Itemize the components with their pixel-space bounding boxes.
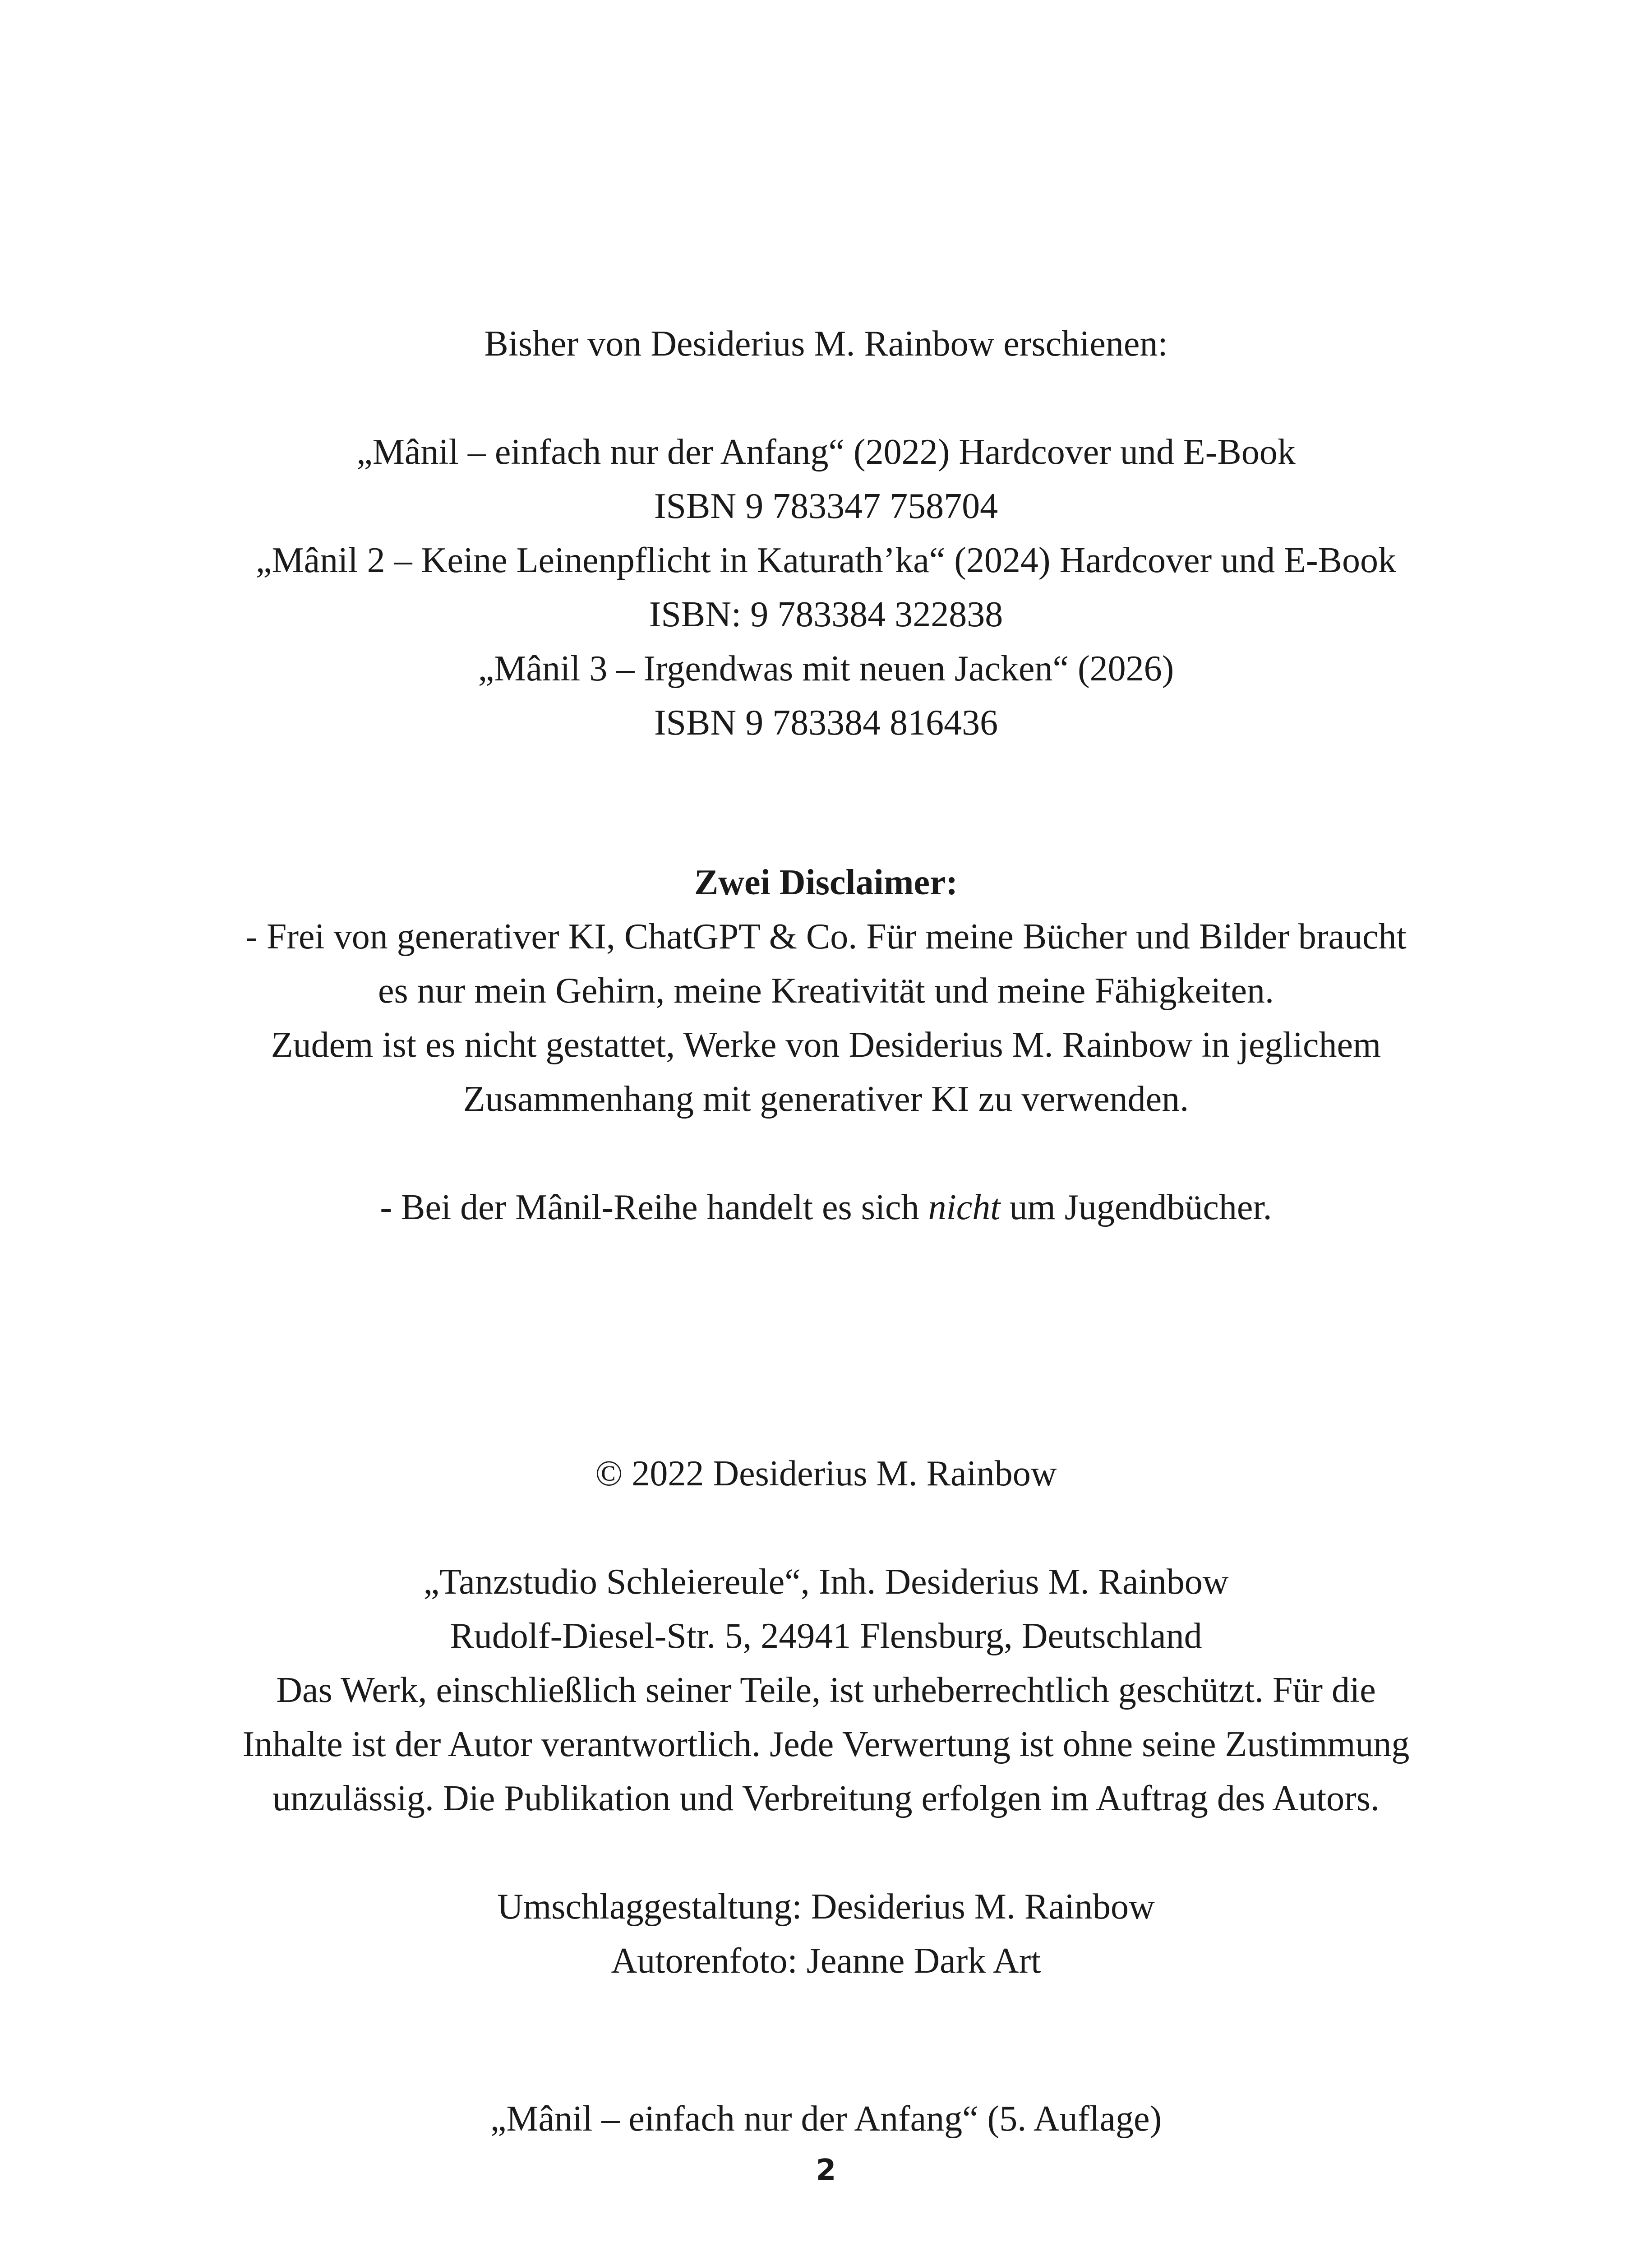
- disclaimer-heading: Zwei Disclaimer:: [694, 863, 958, 902]
- published-heading: Bisher von Desiderius M. Rainbow erschienen:: [484, 324, 1168, 364]
- book-isbn-2: ISBN: 9 783384 322838: [649, 595, 1003, 634]
- edition-line: „Mânil – einfach nur der Anfang“ (5. Auflage): [490, 2099, 1162, 2139]
- credit-photo: Autorenfoto: Jeanne Dark Art: [611, 1941, 1041, 1981]
- book-isbn-3: ISBN 9 783384 816436: [654, 703, 998, 743]
- credit-cover: Umschlaggestaltung: Desiderius M. Rainbow: [497, 1887, 1155, 1927]
- book-title-3: „Mânil 3 – Irgendwas mit neuen Jacken“ (2026): [478, 649, 1174, 689]
- imprint-line: unzulässig. Die Publikation und Verbreitung erfolgen im Auftrag des Autors.: [272, 1779, 1380, 1818]
- page-number: 2: [816, 2154, 836, 2187]
- imprint-line: „Tanzstudio Schleiereule“, Inh. Desiderius M. Rainbow: [423, 1562, 1229, 1602]
- imprint-line: Das Werk, einschließlich seiner Teile, ist urheberrechtlich geschützt. Für die: [276, 1670, 1376, 1710]
- book-title-2: „Mânil 2 – Keine Leinenpflicht in Katurath’ka“ (2024) Hardcover und E-Book: [255, 541, 1397, 580]
- disclaimer-line: Zudem ist es nicht gestattet, Werke von Desiderius M. Rainbow in jeglichem: [271, 1025, 1381, 1065]
- book-isbn-1: ISBN 9 783347 758704: [654, 486, 998, 526]
- disclaimer-second-prefix: - Bei der Mânil-Reihe handelt es sich: [380, 1188, 928, 1227]
- disclaimer-second: [0, 1185, 1652, 1230]
- disclaimer-second-emphasis: nicht: [928, 1188, 1001, 1227]
- copyright-notice: © 2022 Desiderius M. Rainbow: [595, 1454, 1057, 1493]
- imprint-line: Inhalte ist der Autor verantwortlich. Jede Verwertung ist ohne seine Zustimmung: [242, 1724, 1410, 1764]
- disclaimer-line: Zusammenhang mit generativer KI zu verwenden.: [463, 1079, 1189, 1119]
- disclaimer-second-suffix: um Jugendbücher.: [1000, 1188, 1272, 1227]
- imprint-line: Rudolf-Diesel-Str. 5, 24941 Flensburg, Deutschland: [450, 1616, 1202, 1656]
- disclaimer-line: - Frei von generativer KI, ChatGPT & Co. Für meine Bücher und Bilder braucht: [245, 917, 1407, 957]
- disclaimer-line: es nur mein Gehirn, meine Kreativität und meine Fähigkeiten.: [378, 971, 1274, 1011]
- book-title-1: „Mânil – einfach nur der Anfang“ (2022) Hardcover und E-Book: [356, 432, 1296, 472]
